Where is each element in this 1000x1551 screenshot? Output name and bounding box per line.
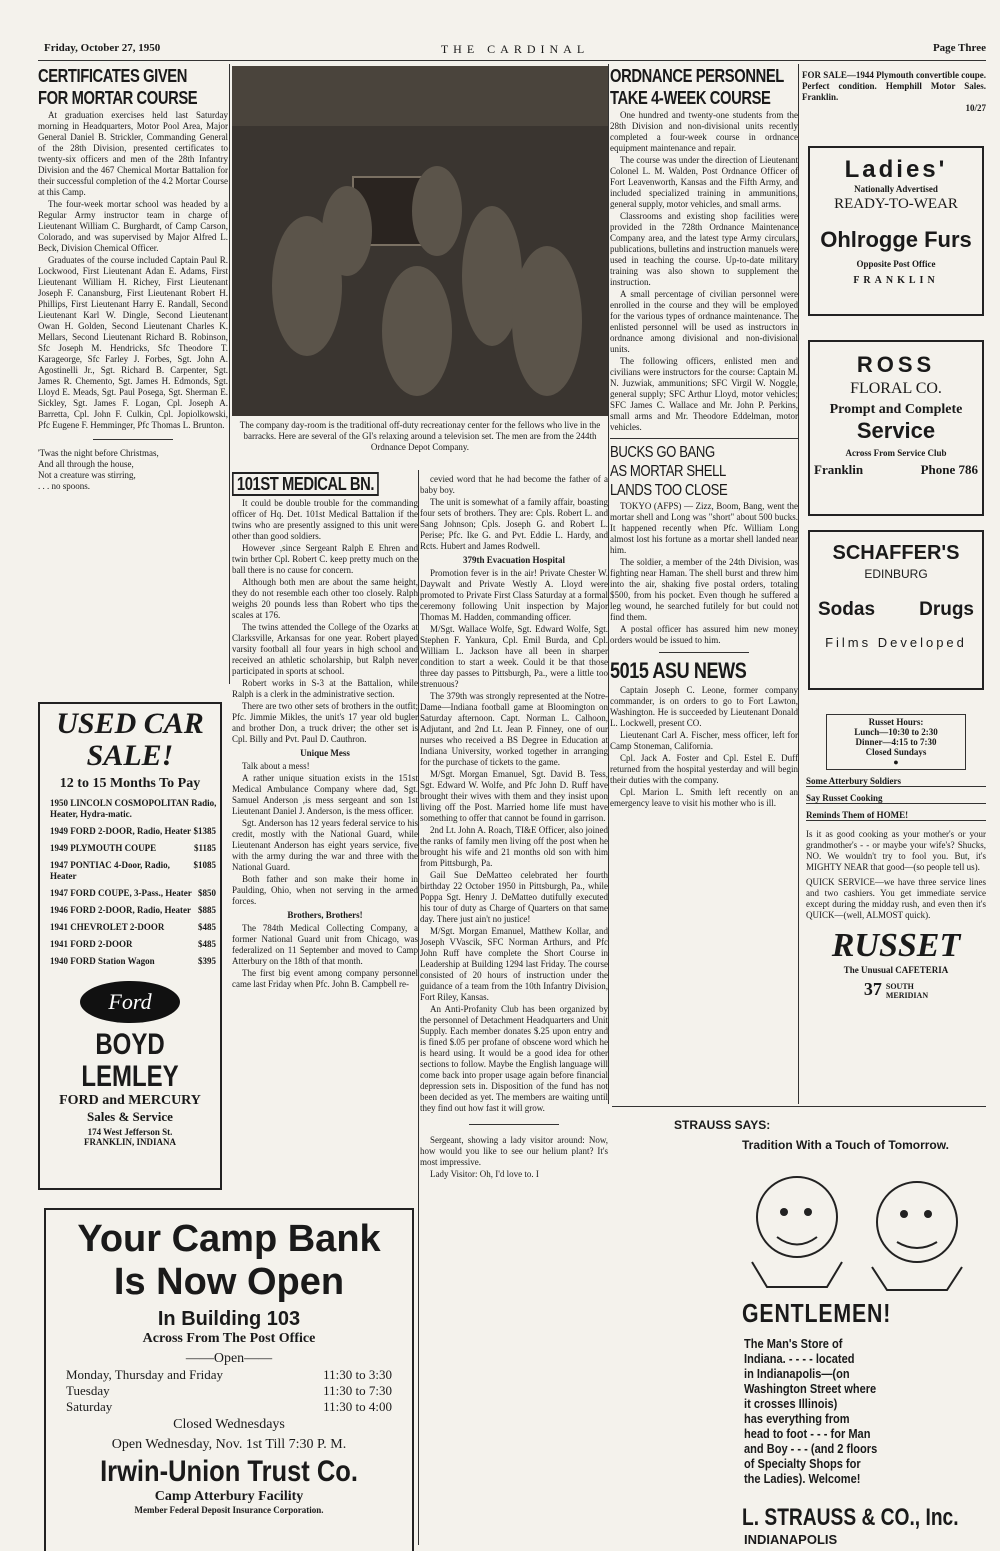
divider — [93, 439, 173, 440]
headline: CERTIFICATES GIVEN — [38, 66, 187, 86]
masthead-rule — [38, 60, 986, 61]
article-paragraph: Lieutenant Carl A. Fischer, mess officer, left for Camp Stoneman, California. — [610, 730, 798, 751]
used-car-ad: USED CAR SALE! 12 to 15 Months To Pay 1950 LINCOLN COSMOPOLITAN Radio, Heater, Hydra-matic. $1385 1949 FORD 2-DOOR, Radio, Heater $1185 1949 PLYMOUTH COUPE $1085 1947 PONTIAC 4-Door, Radio, Heater $850 1947 FORD COUPE, 3-Pass., Heater $885 1946 FORD 2-DOOR, Radio, Heater $485 1941 CHEVROLET 2-DOOR $485 1941 FORD 2-DOOR $395 1940 FORD Station Wagon Ford BOYD LEMLEY FORD and MERCURY Sales & Service 174 West Jefferson St. FRANKLIN, INDIANA — [38, 702, 222, 1190]
photo-caption: The company day-room is the traditional off-duty recreationay center for the fellows who live in the barracks. Here are several of the GI's relaxing around a television set. The men are from the 244th Ordnance Depot Company. — [239, 420, 601, 452]
masthead — [44, 42, 986, 62]
issue-date: Friday, October 27, 1950 — [44, 42, 161, 54]
column-rule — [418, 470, 419, 1545]
subhead: 379th Evacuation Hospital — [462, 555, 565, 565]
car-listing: $1185 1949 PLYMOUTH COUPE — [50, 843, 216, 853]
headline: FOR MORTAR COURSE — [38, 88, 198, 108]
article-paragraph: Captain Joseph C. Leone, former company commander, is on orders to go to Fort Lawton, Washington. He is succeeded by Lieutenant Donald L. Lockwell, present CO. — [610, 685, 798, 728]
article-paragraph: M/Sgt. Wallace Wolfe, Sgt. Edward Wolfe, Sgt. Stephen F. Yankura, Cpl. Emil Burda, and Cpl. William L. Jackson have all been in sharper condition to start a week. Could it be that those three day passes to Pittsburgh, Pa., were a little too strenuous? — [420, 624, 608, 689]
article-paragraph: The four-week mortar school was headed by a Regular Army instructor team in charge of Lieutenant William C. Burghardt, of Camp Carson, Colorado, and was supervised by Major Alfred L. Beck, Division Chemical Officer. — [38, 199, 228, 253]
russet-hours: Russet Hours: Lunch—10:30 to 2:30 Dinner—4:15 to 7:30 Closed Sundays ● — [826, 714, 966, 770]
article-paragraph: Talk about a mess! — [242, 761, 310, 771]
article-paragraph: Although both men are about the same height, they do not resemble each other too closely. Ralph weighs 20 pounds less than Robert who tips the scales at 176. — [232, 577, 418, 620]
ford-logo: Ford — [80, 981, 180, 1023]
russet-logo: RUSSET — [831, 927, 961, 964]
joke-paragraph: Lady Visitor: Oh, I'd love to. I — [430, 1169, 539, 1179]
bank-name: Irwin-Union Trust Co. — [100, 1455, 358, 1488]
strauss-copy: The Man's Store of Indiana. - - - - located in Indianapolis—(on Washington Street where it crosses Illinois) has everything from head to foot - - - for Man and Boy - - - (and 2 floors of Specialty Shops for the Ladies). Welcome! — [744, 1336, 878, 1486]
divider — [469, 1124, 559, 1125]
article-paragraph: 2nd Lt. John A. Roach, TI&E Officer, also joined the ranks of family men living off the post when he brought his wife and 21 months old son with him from Pittsburgh, Pa. — [420, 825, 608, 868]
headline: 101ST MEDICAL BN. — [232, 472, 379, 496]
article-ordnance — [610, 66, 798, 1106]
article-paragraph: The soldier, a member of the 24th Division, was fighting near Haman. The shell burst and threw him into the air, shaking five postal orders, totaling $500, from his pocket. Even though he suffered a leg wound, he searched futilely for but could not find them. — [610, 557, 798, 622]
article-paragraph: cevied word that he had become the father of a baby boy. — [420, 474, 608, 495]
column-rule — [608, 64, 609, 1104]
two-men-illustration — [742, 1162, 982, 1292]
column-rule — [798, 64, 799, 1104]
article-paragraph: Both father and son make their home in Paulding, Ohio, when not serving in the armed forces. — [232, 874, 418, 906]
strauss-ad: STRAUSS SAYS: Tradition With a Touch of Tomorrow. GENTLEMEN! The Man's Store of Indiana. - - - - located in Indianapolis—(on Washington Street where it crosses Illinois) has everything from head to foot - - - for Man and Boy - - - (and 2 floors of Specialty Shops for the Ladies). Welcome! L. STRAUSS & CO., Inc. INDIANAPOLIS — [612, 1112, 986, 1551]
article-paragraph: M/Sgt. Morgan Emanuel, Matthew Kollar, and Joseph VVascik, SFC Norman Arthurs, and Pfc John Ruff have complete the Short Course in Leadership at Building 1294 last Friday. The course consisted of 20 hours of instruction under the guidance of a team from the 10th Infantry Division, Fort Riley, Kansas. — [420, 926, 608, 1002]
classified-ad: FOR SALE—1944 Plymouth convertible coupe. Perfect condition. Hemphill Motor Sales. Franklin. 10/27 — [802, 70, 986, 113]
article-paragraph: The following officers, enlisted men and civilians were instructors for the course: Captain M. N. Juzwiak, ammunitions; SFC Virgil W. Noggle, general supply; SFC Arthur Lloyd, motor vehicles; SFC James C. Wallace and Mr. John P. Perkins, small arms and Mr. Theodore Eddelman, motor vehicles. — [610, 356, 798, 432]
article-paragraph: One hundred and twenty-one students from the 28th Division and non-divisional units recently completed a four-week course in ordnance equipment maintenance and repair. — [610, 110, 798, 153]
article-paragraph: Cpl. Jack A. Foster and Cpl. Estel E. Duff returned from the hospital yesterday and will begin their duties with the company. — [610, 753, 798, 785]
article-mortar-course — [38, 66, 228, 686]
article-paragraph: A small percentage of civilian personnel were enrolled in the course and they will be employed for the various types of ordnance maintenance. The enlisted personnel will be used as instructors in ordnance among divisional and non-divisional units. — [610, 289, 798, 354]
russet-ad: Russet Hours: Lunch—10:30 to 2:30 Dinner—4:15 to 7:30 Closed Sundays ● Some Atterbury Soldiers Say Russet Cooking Reminds Them of HOME! Is it as good cooking as your mother's or your grandmother's - - or maybe your wife's? Shucks, NO. We wouldn't try to fool you. But, it's MIGHTY NEAR that good—(so people tell us). QUICK SERVICE—we have three service lines and two cashiers. You get immediate service except during the midday rush, and even then it's QUICK—(well, ALMOST quick). RUSSET The Unusual CAFETERIA 37 SOUTH MERIDIAN — [806, 714, 986, 1084]
page-number: Page Three — [932, 42, 986, 54]
car-listing: $850 1947 FORD COUPE, 3-Pass., Heater — [50, 888, 216, 898]
subhead: Unique Mess — [300, 748, 350, 758]
paper-name: THE CARDINAL — [440, 42, 590, 56]
headline: ORDNANCE PERSONNEL — [610, 66, 784, 86]
joke-paragraph: Sergeant, showing a lady visitor around: Now, how would you like to see our helium plant? It's most impressive. — [420, 1135, 608, 1167]
car-listing: $1085 1947 PONTIAC 4-Door, Radio, Heater — [50, 860, 216, 881]
article-paragraph: M/Sgt. Morgan Emanuel, Sgt. David B. Tess, Sgt. Edward W. Wolfe, and Pfc John D. Ruff have brought their wives with them and they insist upon living off the Post. Married home life must have something to offer that cannot be found in garrison. — [420, 769, 608, 823]
article-paragraph: Sgt. Anderson has 12 years federal service to his credit, mostly with the National Guard, while Lieutenant Anderson has eight years service, five with the army during the war and three with the National Guard. — [232, 818, 418, 872]
article-paragraph: Gail Sue DeMatteo celebrated her fourth birthday 22 October 1950 in Pittsburgh, Pa., while Poppa Sgt. Henry J. DeMatteo dutifully executed his tour of duty as Charge of Quarters on that same day. There just ain't no justice! — [420, 870, 608, 924]
schaffers-ad: SCHAFFER'S EDINBURG Sodas Drugs Films Developed — [808, 530, 984, 690]
article-paragraph: A rather unique situation exists in the 151st Medical Ambulance Company where dad, Sgt. Samuel Anderson ,is mess sergeant and son 1st Lieutenant Daniel J. Anderson, is the mess officer. — [232, 773, 418, 816]
ohlrogge-ad: Ladies' Nationally Advertised READY-TO-WEAR Ohlrogge Furs Opposite Post Office FRANKLIN — [808, 146, 984, 316]
article-paragraph: The unit is somewhat of a family affair, boasting four sets of brothers. They are: Cpls. Robert L. and Sang Johnson; Cpls. Joseph G. and Robert L. Perise; Pfc. Ike G. and Pvt. Eddie L. Hardy, and Rcts. Hubert and James Rodwell. — [420, 497, 608, 551]
article-paragraph: Graduates of the course included Captain Paul R. Lockwood, First Lieutenant Adan E. Adams, First Lieutenant William H. Richey, First Lieutenant Joseph F. Canansburg, First Lieutenant Robert H. Phillips, First Lieutenant Harry E. Randall, Second Lieutenant Karl W. Dingle, Second Lieutenant Owan H. Golden, Second Lieutenant Charles K. Mellars, Second Lieutenant Richard B. Robinson, Sfc Joseph M. Hendricks, Sfc Theodore T. Karageorge, Sfc Farley J. Forbes, Sgt. John A. Agostinelli Jr., Sgt. Richard B. Carpenter, Sgt. James R. Chemento, Sgt. James H. Edmonds, Sgt. Lloyd E. Meads, Sgt. Paul Posega, Sgt. Sherman E. Sickley, Sgt. James F. Logan, Cpl. Joseph A. Barretta, Cpl. John F. Culkin, Cpl. Jopiolkowski, Pfc Eugene F. Hemminger, Pfc Thomas L. Brunton. — [38, 255, 228, 430]
verse: 'Twas the night before Christmas, And all through the house, Not a creature was stirring, . . . no spoons. — [38, 448, 159, 491]
car-listing: $395 1940 FORD Station Wagon — [50, 956, 216, 966]
article-paragraph: TOKYO (AFPS) — Zizz, Boom, Bang, went the mortar shell and Long was "short" about 500 bucks. It happened recently when Pfc. William Long almost lost his fortune as a mortar shell landed near him. — [610, 501, 798, 555]
article-paragraph: There are two other sets of brothers in the outfit; Pfc. Jimmie Mikles, the unit's 17 year old bugler and brother Don, a truck driver; the other set is Cpl. Billy and Pvt. Paul D. Cauthron. — [232, 701, 418, 744]
article-paragraph: However ,since Sergeant Ralph E Ehren and twin brther Cpl. Robert C. keep pretty much on the ball there is no cause for concern. — [232, 543, 418, 575]
car-listing: $485 1941 CHEVROLET 2-DOOR — [50, 922, 216, 932]
headline: 5015 ASU NEWS — [610, 658, 747, 683]
article-paragraph: The course was under the direction of Lieutenant Colonel L. M. Walden, Post Ordnance Officer of Fort Leavenworth, Kansas and the Fifth Army, and included specialized training in ammunitions, general supply, motor vehicles, and small arms. — [610, 155, 798, 209]
car-listing: 1950 LINCOLN COSMOPOLITAN Radio, Heater, Hydra-matic. — [50, 798, 217, 819]
car-listing: $885 1946 FORD 2-DOOR, Radio, Heater — [50, 905, 216, 915]
article-paragraph: Classrooms and existing shop facilities were provided in the 728th Ordnance Maintenance Company area, and the latest type Army circulars, publications, bulletins and instruction manuels were used in teaching the course. Up-to-date military training was also shown to supplement the instruction. — [610, 211, 798, 287]
article-paragraph: At graduation exercises held last Saturday morning in Headquarters, Motor Pool Area, Major General Daniel B. Strickler, Commanding General of the 28th Division, presented certificates to twenty-six officers and men of the 28th Infantry Division and the 467 Chemical Mortar Battalion for their successful completion of the 4.2 Mortar Course at this Camp. — [38, 110, 228, 197]
car-listing: $1385 1949 FORD 2-DOOR, Radio, Heater — [50, 826, 216, 836]
dealer-name: BOYD LEMLEY — [81, 1028, 179, 1093]
bank-hours: Monday, Thursday and Friday 11:30 to 3:30 Tuesday 11:30 to 7:30 Saturday 11:30 to 4:00 — [66, 1367, 392, 1414]
headline: TAKE 4-WEEK COURSE — [610, 88, 771, 108]
article-paragraph: The 379th was strongly represented at the Notre-Dame—Indiana football game at Bloomington on Saturday afternoon. Capt. Norman L. Calhoon, Adjutant, and 2nd Lt. Jean P. Finney, one of our nurses who received a BS Degree in Education at Indiana University, worked together in arranging for the purchase of tickets to the game. — [420, 691, 608, 767]
article-paragraph: An Anti-Profanity Club has been organized by the personnel of Detachment Headquarters and Unit Supply. Each member donates $.25 upon entry and is fined $.05 per profane of obscene word which he is heard using. It would be a good idea for other sections to follow. Maybe the English language will come back into proper usage again before financial depression sets in. Disposition of the fund has not been decided as yet. The members are waiting until they find out how fast it will grow. — [420, 1004, 608, 1113]
column-rule — [229, 64, 230, 684]
gentlemen-headline: GENTLEMEN! — [742, 1298, 892, 1328]
strauss-name: L. STRAUSS & CO., Inc. — [742, 1504, 959, 1531]
car-listing: $485 1941 FORD 2-DOOR — [50, 939, 216, 949]
article-paragraph: A postal officer has assured him new money orders would be issued to him. — [610, 624, 798, 645]
dayroom-photo — [232, 66, 608, 416]
article-paragraph: Promotion fever is in the air! Private Chester W. Daywalt and Private Westly A. Lloyd were promoted to Private First Class Saturday at a formal ceremony following Unit inspection by Major Thomas M. Hadden, commanding officer. — [420, 568, 608, 622]
subhead: Brothers, Brothers! — [287, 910, 363, 920]
article-paragraph: It could be double trouble for the commanding officer of Hq. Det. 101st Medical Battalion if the twins who are presently assigned to this unit were other than good soldiers. — [232, 498, 418, 541]
camp-bank-ad: Your Camp Bank Is Now Open In Building 103 Across From The Post Office ——Open—— Monday, Thursday and Friday 11:30 to 3:30 Tuesday 11:30 to 7:30 Saturday 11:30 to 4:00 Closed Wednesdays Open Wednesday, Nov. 1st Till 7:30 P. M. Irwin-Union Trust Co. Camp Atterbury Facility Member Federal Deposit Insurance Corporation. — [44, 1208, 414, 1551]
article-paragraph: The twins attended the College of the Ozarks at Clarksville, Arkansas for one year. Robert played varsity football all four years in high school and received an athletic scholarship, but Ralph never participated in sports at school. — [232, 622, 418, 676]
article-paragraph: Robert works in S-3 at the Battalion, while Ralph is a clerk in the administrative section. — [232, 678, 418, 699]
article-paragraph: The 784th Medical Collecting Company, a former National Guard unit from Chicago, was federalized on 11 September and moved to Camp Atterbury on the 18th of that month. — [232, 923, 418, 966]
article-paragraph: Cpl. Marion L. Smith left recently on an emergency leave to visit his mother who is ill. — [610, 787, 798, 808]
article-paragraph: The first big event among company personnel came last Friday when Pfc. John B. Campbell re- — [232, 968, 418, 989]
ross-floral-ad: ROSS FLORAL CO. Prompt and Complete Service Across From Service Club Franklin Phone 786 — [808, 340, 984, 516]
article-evacuation-hospital — [420, 474, 608, 1549]
headline-bucks: BUCKS GO BANG AS MORTAR SHELL LANDS TOO CLOSE — [610, 444, 728, 499]
